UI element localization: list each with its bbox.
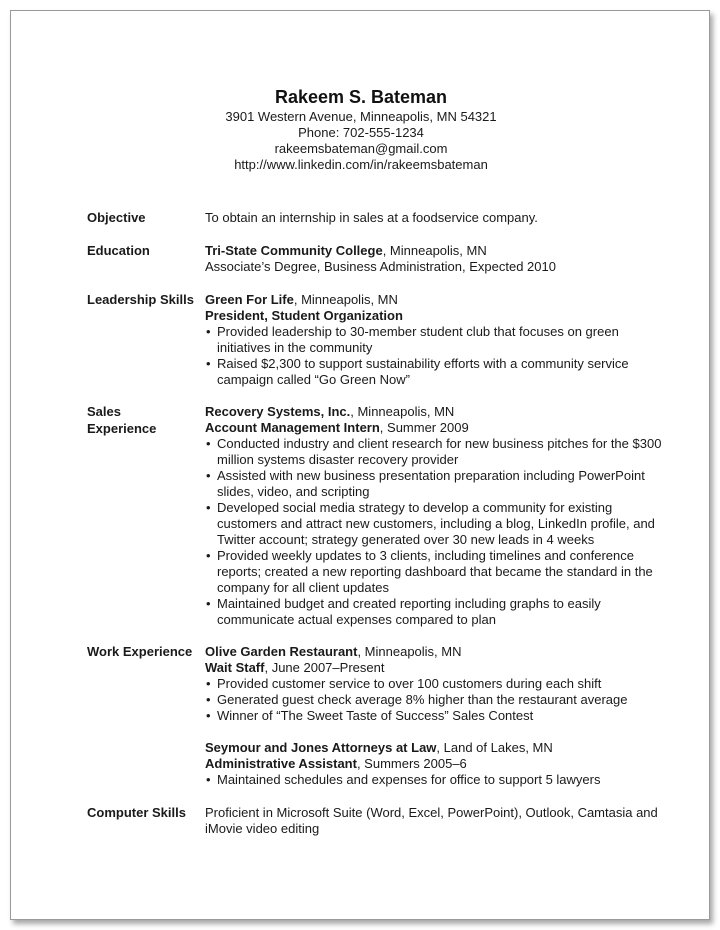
- work-content: [205, 644, 665, 788]
- section-label: Education: [87, 243, 150, 258]
- bullet-list: [205, 772, 665, 788]
- email-address: rakeemsbateman@gmail.com: [274, 141, 448, 156]
- section-label: Work Experience: [87, 644, 193, 659]
- bullet-list: [205, 676, 665, 724]
- role-line: President, Student Organization: [205, 308, 403, 323]
- role-title: Account Management Intern: [205, 420, 380, 435]
- label-line: Experience: [87, 421, 157, 436]
- linkedin-url: http://www.linkedin.com/in/rakeemsbateman: [234, 157, 488, 172]
- list-item: • Conducted industry and client research for new business pitches for the $300 million systems disaster recovery provider: [205, 436, 665, 468]
- list-item: • Provided customer service to over 100 customers during each shift: [205, 676, 665, 692]
- list-item: • Raised $2,300 to support sustainability efforts with a community service campaign called “Go Green Now”: [205, 356, 665, 388]
- label-line: Sales: [87, 404, 121, 419]
- company-line: [205, 740, 665, 756]
- bullet-list: [205, 436, 665, 628]
- phone-number: Phone: 702-555-1234: [298, 125, 424, 140]
- role-line: [205, 660, 665, 676]
- computer-skills-text: Proficient in Microsoft Suite (Word, Excel, PowerPoint), Outlook, Camtasia and iMovie video editing: [205, 805, 658, 836]
- role-period: , June 2007–Present: [264, 660, 385, 675]
- resume-header: [11, 85, 711, 173]
- street-address: 3901 Western Avenue, Minneapolis, MN 54321: [225, 109, 497, 124]
- role-line: [205, 756, 665, 772]
- school-name: Tri-State Community College: [205, 243, 383, 258]
- company-line: [205, 404, 665, 420]
- list-item: • Generated guest check average 8% higher than the restaurant average: [205, 692, 665, 708]
- objective-text: To obtain an internship in sales at a foodservice company.: [205, 210, 538, 225]
- company-line: [205, 644, 665, 660]
- company-name: Seymour and Jones Attorneys at Law: [205, 740, 437, 755]
- list-item: • Maintained budget and created reporting including graphs to easily communicate actual expenses compared to plan: [205, 596, 665, 628]
- role-period: , Summer 2009: [379, 420, 469, 435]
- section-label: Leadership Skills: [87, 292, 194, 307]
- resume-page: [10, 10, 710, 920]
- education-content: [205, 243, 665, 275]
- sales-content: [205, 404, 665, 628]
- role-title: Wait Staff: [205, 660, 265, 675]
- list-item: • Assisted with new business presentation preparation including PowerPoint slides, video, and scripting: [205, 468, 665, 500]
- company-name: Recovery Systems, Inc.: [205, 404, 351, 419]
- section-label: [87, 403, 197, 437]
- list-item: • Developed social media strategy to develop a community for existing customers and attract new customers, including a blog, LinkedIn profile, and Twitter account; strategy generated over 30 new leads in 4 weeks: [205, 500, 665, 548]
- company-location: , Land of Lakes, MN: [436, 740, 553, 755]
- list-item: • Maintained schedules and expenses for office to support 5 lawyers: [205, 772, 665, 788]
- org-location: , Minneapolis, MN: [293, 292, 398, 307]
- company-location: , Minneapolis, MN: [350, 404, 455, 419]
- section-label: Objective: [87, 210, 146, 225]
- org-line: [205, 292, 665, 308]
- list-item: • Provided weekly updates to 3 clients, including timelines and conference reports; created a new reporting dashboard that became the standard in the company for all client updates: [205, 548, 665, 596]
- school-line: [205, 243, 665, 259]
- leadership-content: [205, 292, 665, 388]
- school-location: , Minneapolis, MN: [382, 243, 487, 258]
- company-location: , Minneapolis, MN: [357, 644, 462, 659]
- org-name: Green For Life: [205, 292, 294, 307]
- company-name: Olive Garden Restaurant: [205, 644, 358, 659]
- list-item: • Provided leadership to 30-member student club that focuses on green initiatives in the community: [205, 324, 665, 356]
- list-item: • Winner of “The Sweet Taste of Success” Sales Contest: [205, 708, 665, 724]
- role-period: , Summers 2005–6: [356, 756, 467, 771]
- role-title: Administrative Assistant: [205, 756, 357, 771]
- bullet-list: [205, 324, 665, 388]
- section-label: Computer Skills: [87, 805, 186, 820]
- applicant-name: Rakeem S. Bateman: [274, 87, 448, 107]
- role-line: [205, 420, 665, 436]
- degree-line: Associate’s Degree, Business Administration, Expected 2010: [205, 259, 556, 274]
